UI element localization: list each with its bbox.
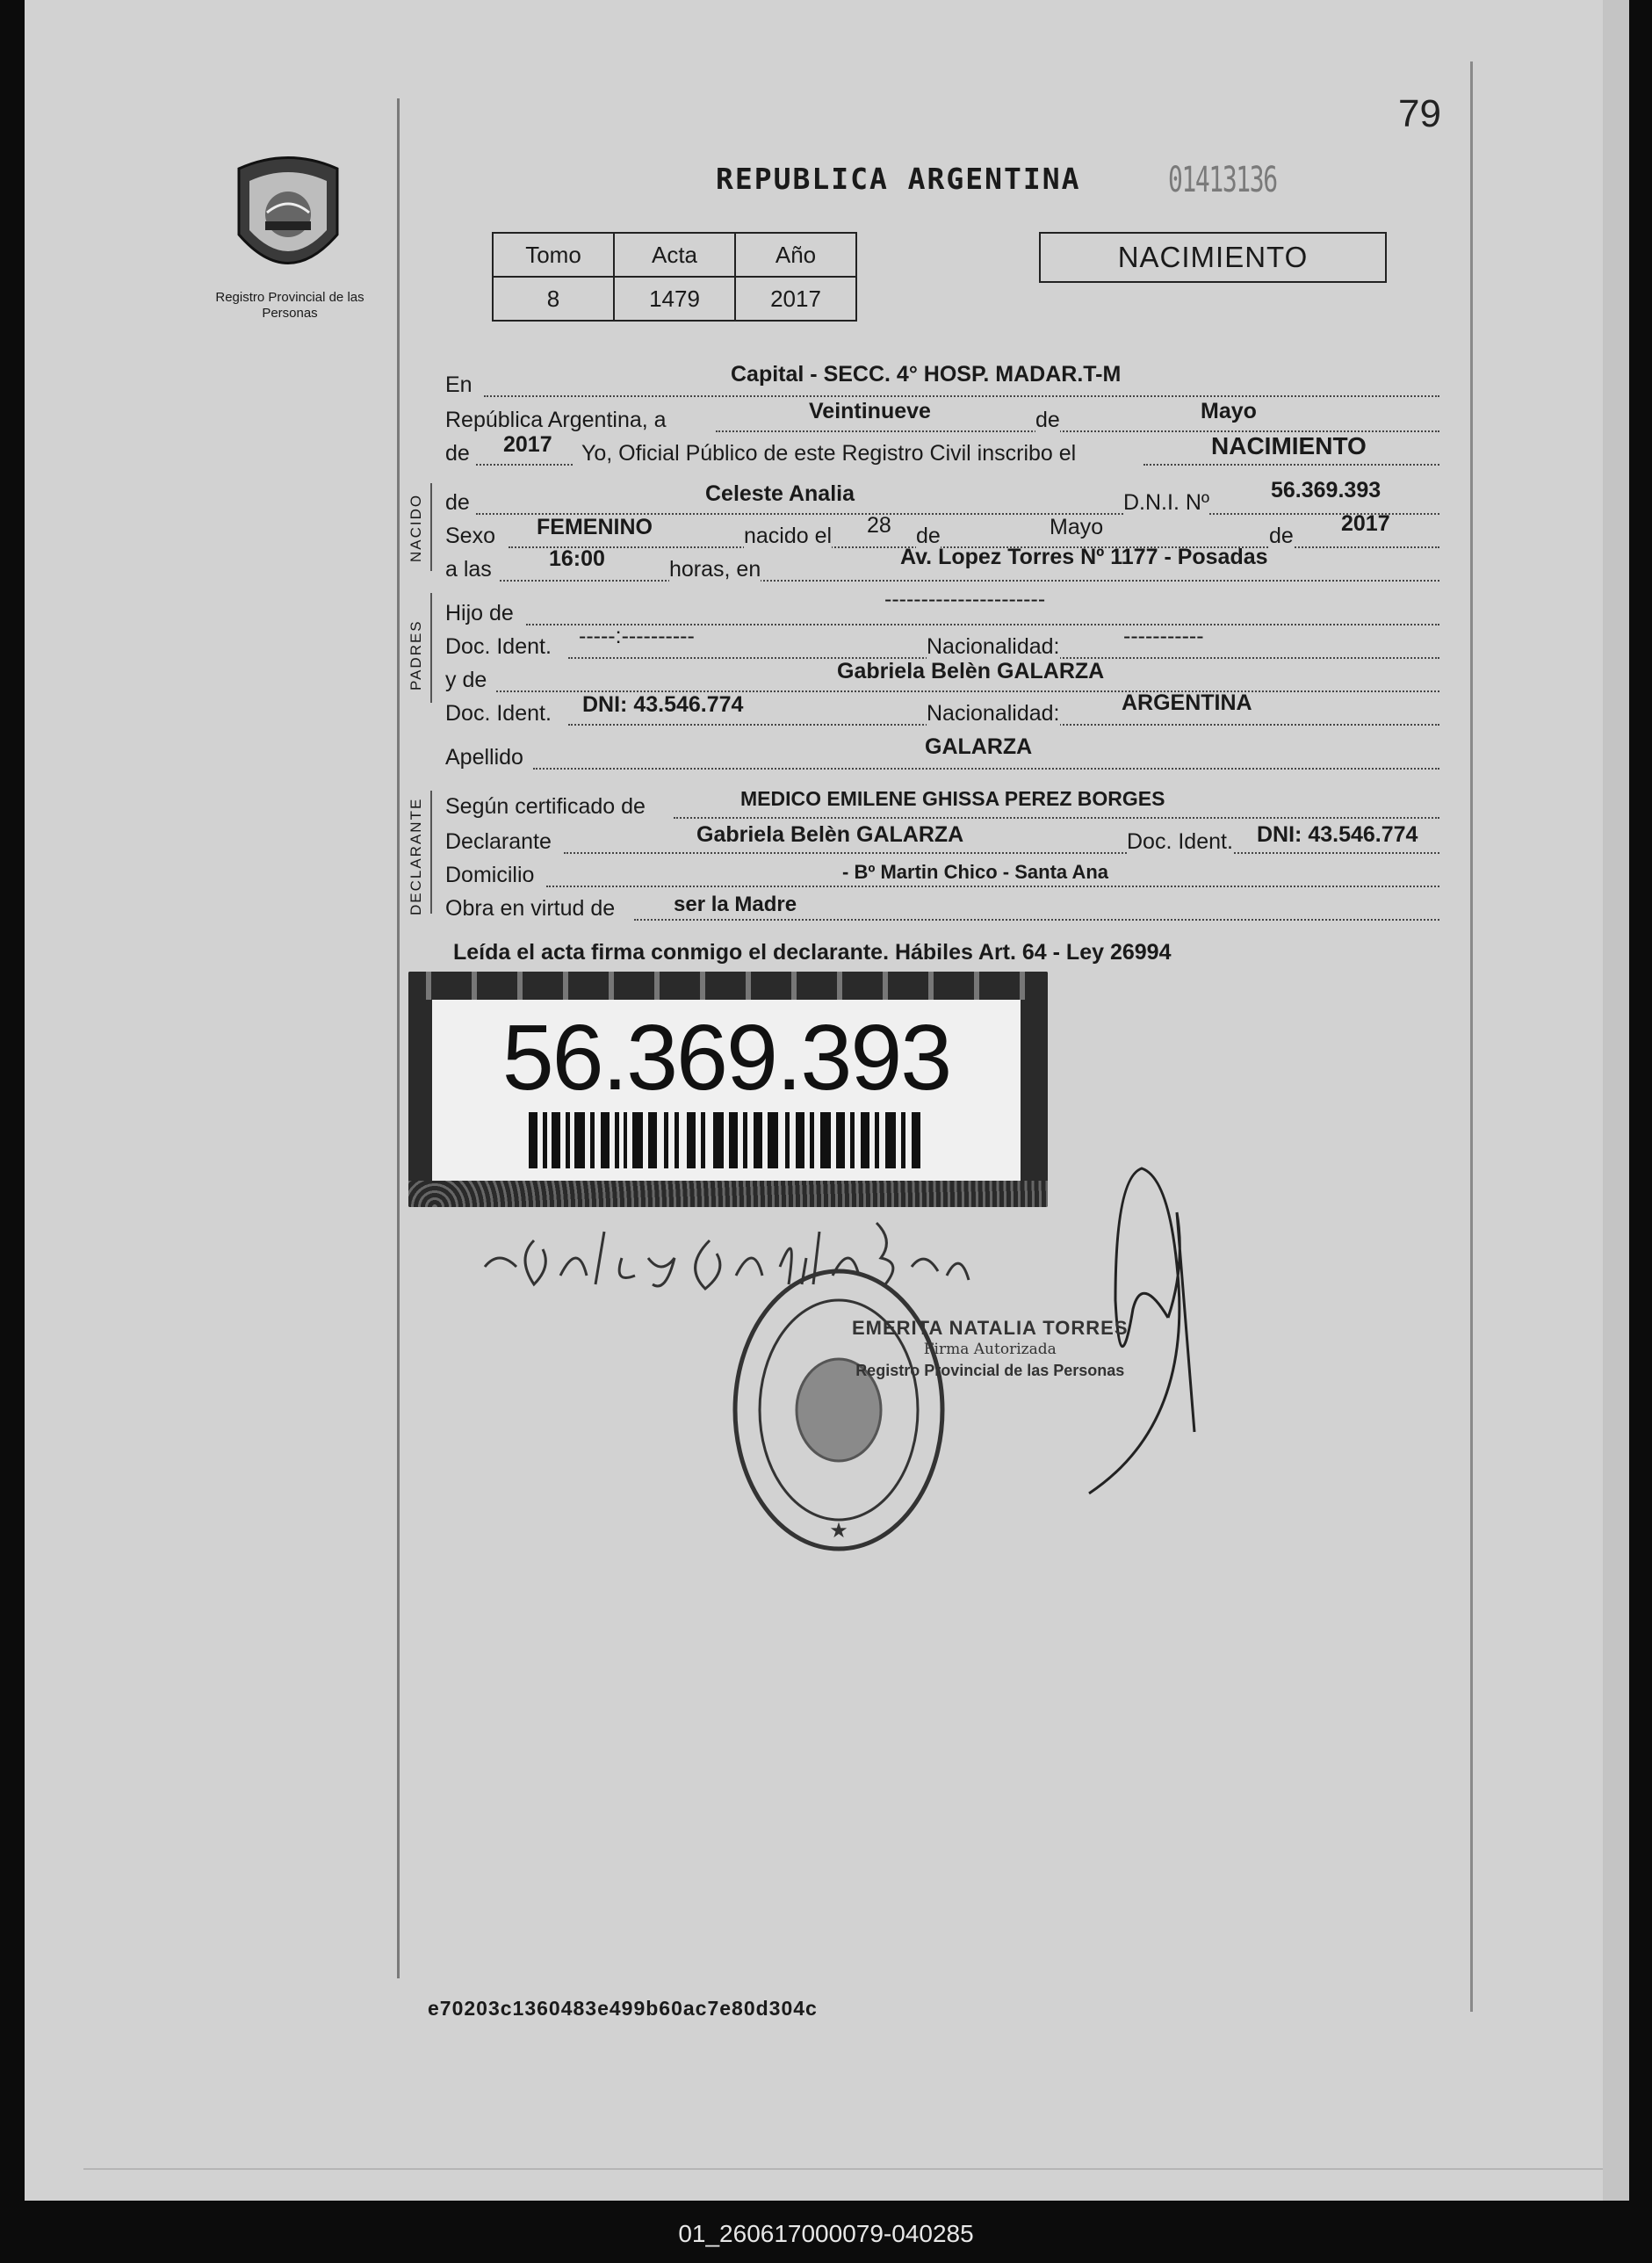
official-name: EMERITA NATALIA TORRES: [852, 1317, 1129, 1339]
label-declarante: Declarante: [445, 829, 552, 854]
label-en: En: [445, 372, 473, 397]
value-obra: ser la Madre: [674, 893, 797, 916]
registry-seal-icon: [729, 1265, 949, 1555]
row-declarante: [445, 824, 1439, 856]
act-type-box: NACIMIENTO: [1039, 232, 1387, 283]
header-anio: Año: [735, 233, 856, 277]
header-tomo: Tomo: [493, 233, 614, 277]
row-official: [445, 432, 1439, 467]
label-de-name: de: [445, 490, 470, 515]
dni-sticker: [408, 972, 1048, 1207]
row-hora: [445, 545, 1439, 583]
registry-header-row: [493, 233, 856, 277]
value-birth-place: Av. Lopez Torres Nº 1177 - Posadas: [900, 545, 1268, 569]
value-anio: 2017: [735, 277, 856, 321]
right-margin-rule: [1470, 61, 1473, 2012]
official-role: Firma Autorizada: [923, 1341, 1057, 1358]
value-month: Mayo: [1201, 399, 1257, 423]
document-hash: e70203c1360483e499b60ac7e80d304c: [428, 1997, 818, 2020]
value-father: ----------------------: [884, 587, 1046, 611]
section-label-padres: PADRES: [408, 619, 424, 690]
row-domicilio: [445, 857, 1439, 889]
row-republica: [445, 399, 1439, 434]
row-segun: [445, 789, 1439, 821]
row-en: [445, 362, 1439, 399]
label-de-month: de: [916, 524, 941, 548]
dni-sticker-number: 56.369.393: [501, 1006, 951, 1110]
value-doc1: -----:----------: [579, 624, 695, 648]
value-nac1: -----------: [1123, 624, 1204, 648]
value-place: Capital - SECC. 4° HOSP. MADAR.T-M: [731, 362, 1122, 387]
label-nac2: Nacionalidad:: [927, 701, 1060, 726]
label-segun: Según certificado de: [445, 794, 646, 819]
value-certificado: MEDICO EMILENE GHISSA PEREZ BORGES: [740, 787, 1165, 810]
label-dni: D.N.I. Nº: [1123, 490, 1210, 515]
header-acta: Acta: [614, 233, 735, 277]
value-time: 16:00: [549, 546, 605, 571]
row-name: [445, 478, 1439, 517]
control-number-stamp: 01413136: [1168, 160, 1277, 200]
value-child-dni: 56.369.393: [1271, 478, 1381, 502]
label-hijo-de: Hijo de: [445, 601, 514, 625]
value-act: NACIMIENTO: [1211, 432, 1367, 459]
row-doc2: [445, 690, 1439, 727]
crest-caption: Registro Provincial de las Personas: [215, 290, 364, 321]
label-year-de: de: [445, 441, 470, 466]
label-a-las: a las: [445, 557, 492, 582]
value-tomo: 8: [493, 277, 614, 321]
value-birth-month: Mayo: [1050, 515, 1104, 539]
label-doc2: Doc. Ident.: [445, 701, 552, 726]
label-nac1: Nacionalidad:: [927, 634, 1060, 659]
province-crest-icon: [230, 151, 346, 283]
row-apellido: [445, 734, 1439, 771]
legal-text: Leída el acta firma conmigo el declarante. Hábiles Art. 64 - Ley 26994: [453, 940, 1172, 965]
label-doc-declarante: Doc. Ident.: [1127, 829, 1233, 854]
value-sexo: FEMENINO: [537, 515, 653, 539]
value-nac2: ARGENTINA: [1122, 690, 1252, 715]
value-mother: Gabriela Belèn GALARZA: [837, 659, 1105, 683]
page-bottom-line: [83, 2168, 1603, 2170]
page-edge: [1603, 0, 1629, 2201]
section-label-declarante: DECLARANTE: [408, 797, 424, 915]
row-madre: [445, 659, 1439, 694]
svg-text:★: ★: [829, 1518, 848, 1543]
value-declarante: Gabriela Belèn GALARZA: [696, 822, 964, 847]
official-text: Yo, Oficial Público de este Registro Civil inscribo el: [581, 441, 1077, 466]
page-number: 79: [1398, 92, 1441, 135]
label-y-de: y de: [445, 668, 487, 692]
left-margin-rule: [397, 98, 400, 1978]
row-doc1: [445, 624, 1439, 661]
label-de: de: [1035, 408, 1060, 432]
label-sexo: Sexo: [445, 524, 495, 548]
value-domicilio: - Bº Martin Chico - Santa Ana: [842, 861, 1109, 883]
official-office: Registro Provincial de las Personas: [855, 1362, 1125, 1379]
official-signature-block: [852, 1318, 1129, 1381]
value-doc-declarante: DNI: 43.546.774: [1257, 822, 1418, 847]
label-republica: República Argentina, a: [445, 408, 667, 432]
registry-table: [492, 232, 857, 322]
section-label-nacido: NACIDO: [408, 493, 424, 562]
value-doc2: DNI: 43.546.774: [582, 692, 744, 717]
value-apellido: GALARZA: [925, 734, 1033, 759]
row-hijo: [445, 587, 1439, 627]
registry-value-row: [493, 277, 856, 321]
value-day-words: Veintinueve: [809, 399, 931, 423]
value-birth-day: 28: [867, 513, 891, 538]
label-domicilio: Domicilio: [445, 863, 535, 887]
label-obra: Obra en virtud de: [445, 896, 616, 921]
value-child-name: Celeste Analia: [705, 481, 855, 506]
label-de-year: de: [1269, 524, 1294, 548]
label-horas-en: horas, en: [669, 557, 761, 582]
label-nacido-el: nacido el: [744, 524, 833, 548]
label-doc1: Doc. Ident.: [445, 634, 552, 659]
scan-footer-id: 01_260617000079-040285: [678, 2220, 974, 2247]
label-apellido: Apellido: [445, 745, 523, 770]
row-obra: [445, 891, 1439, 922]
value-year: 2017: [503, 432, 552, 457]
document-title: REPUBLICA ARGENTINA: [716, 162, 1081, 196]
value-birth-year: 2017: [1341, 511, 1390, 536]
barcode-icon: [529, 1112, 924, 1168]
value-acta: 1479: [614, 277, 735, 321]
